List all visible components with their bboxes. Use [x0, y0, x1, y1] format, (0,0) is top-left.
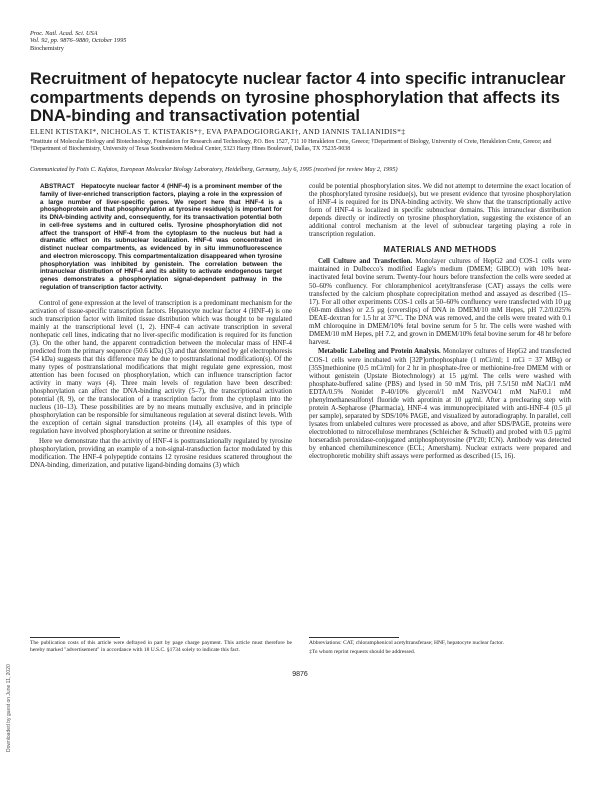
abstract-label: ABSTRACT: [40, 183, 75, 190]
abstract: [40, 183, 282, 292]
author-list: ELENI KTISTAKI*, NICHOLAS T. KTISTAKIS*†, EVA PAPADOGIORGAKI†, AND IANNIS TALIANIDIS*‡: [30, 127, 406, 136]
communicated-by: Communicated by Fotis C. Kafatos, European Molecular Biology Laboratory, Heidelberg, Germany, July 6, 1995 (received for review May 2, 1995): [30, 166, 398, 173]
abbreviations-note: Abbreviations: CAT, chloramphenicol acetyltransferase; HNF, hepatocyte nuclear factor.: [309, 640, 504, 646]
footnote-left: [30, 637, 292, 653]
methods-paragraph-labeling: [309, 348, 571, 461]
journal-volume: Vol. 92, pp. 9876–9880, October 1995: [30, 37, 127, 45]
article-title: Recruitment of hepatocyte nuclear factor 4 into specific intranuclear compartments depends on tyrosine phosphorylation that affects its DNA-binding and transactivation potential: [30, 70, 566, 125]
journal-name: Proc. Natl. Acad. Sci. USA: [30, 30, 98, 37]
methods-text-labeling: Monolayer cultures of HepG2 and transfected COS-1 cells were incubated with [32P]orthophosphate (1 mCi/ml; 1 mCi = 37 MBq) or [35S]methionine (0.5 mCi/ml) for 2 hr in phosphate-free or methionine-free DMEM with or without genistein (Upstate Biotechnology) at 15 μg/ml. The cells were washed with phosphate-buffered saline (PBS) and lysed in 50 mM Tris, pH 7.5/150 mM NaCl/1 mM EDTA/0.5% Nonidet P-40/10% glycerol/1 mM Na3VO4/1 mM NaF/0.1 mM phenylmethanesulfonyl fluoride with aprotinin at 10 μg/ml. After a preclearing step with protein A-Sepharose (Pharmacia), HNF-4 was immunoprecipitated with anti-HNF-4 (0.5 μl per sample), separated by SDS/10% PAGE, and visualized by autoradiography. In parallel, cell lysates from unlabeled cultures were processed as above, and after SDS/PAGE, proteins were electroblotted to nitrocellulose membranes (Schleicher & Schuell) and probed with 0.5 μg/ml horseradish peroxidase-conjugated antiphosphotyrosine (PY20; ICN). Antibody was detected by enhanced chemiluminescence (ECL; Amersham). Nuclear extracts were prepared and electrophoretic mobility shift assays were performed as described (15, 16).: [309, 348, 571, 461]
abstract-text: Hepatocyte nuclear factor 4 (HNF-4) is a prominent member of the family of liver-enriched transcription factors, playing a role in the expression of a large number of liver-specific genes. We report here that HNF-4 is a phosphoprotein and that phosphorylation at tyrosine residue(s) is important for its DNA-binding activity and, consequently, for its transactivation potential both in cell-free systems and in cultured cells. Tyrosine phosphorylation did not affect the transport of HNF-4 from the cytoplasm to the nucleus but had a dramatic effect on its subnuclear localization. HNF-4 was concentrated in distinct nuclear compartments, as evidenced by in situ immunofluorescence and electron microscopy. This compartmentalization disappeared when tyrosine phosphorylation was inhibited by genistein. The correlation between the intranuclear distribution of HNF-4 and its ability to activate endogenous target genes demonstrates a phosphorylation signal-dependent pathway in the regulation of transcription factor activity.: [40, 183, 283, 291]
intro-paragraph-2: Here we demonstrate that the activity of HNF-4 is posttranslationally regulated by tyrosine phosphorylation, providing an example of a non-signal-transduction factor modulated by this modification. The HNF-4 polypeptide contains 12 tyrosine residues scattered throughout the DNA-binding, dimerization, and putative ligand-binding domains (3) which: [30, 437, 292, 470]
section-heading-methods: MATERIALS AND METHODS: [383, 245, 497, 255]
footnote-right: [309, 637, 571, 655]
download-watermark: [6, 552, 14, 752]
reprint-note: ‡To whom reprint requests should be addressed.: [309, 648, 416, 655]
journal-subject: Biochemistry: [30, 44, 64, 52]
download-watermark-text: Downloaded by guest on June 11, 2020: [6, 664, 12, 752]
methods-paragraph-cell-culture: [309, 258, 571, 347]
page-number: 9876: [292, 671, 308, 678]
intro-paragraph-1: Control of gene expression at the level of transcription is a predominant mechanism for the activation of tissue-specific transcription factors. Hepatocyte nuclear factor 4 (HNF-4) is one such transcription factor with limited tissue distribution which was thought to be regulated mainly at the transcriptional level (1, 2). HNF-4 can activate transcription in several nonhepatic cell lines, indicating that no liver-specific modification is required for its function (3). On the other hand, the apparent contradiction between the molecular mass of HNF-4 predicted from the primary sequence (50.6 kDa) (3) and that determined by gel electrophoresis (54 kDa) suggests that this difference may be due to posttranslational modification(s). Of the many types of posttranslational modifications that might regulate gene expression, most attention has been focused on phosphorylation, which can influence transcription factor activity in many ways (4). Three main levels of regulation have been described: phosphorylation can affect the DNA-binding activity (5–7), the transcriptional activation potential (8, 9), or the translocation of a transcription factor from the cytoplasm into the nucleus (10–13). These possibilities are by no means mutually exclusive, and in principle phosphorylation can be responsible for simultaneous regulation at several distinct levels. With the exception of certain signal transduction proteins (14), all examples of this type of regulation have involved phosphorylation at serine or threonine residues.: [30, 299, 292, 436]
intro-paragraph-continued: could be potential phosphorylation sites. We did not attempt to determine the exact location of the phosphorylated tyrosine residue(s), but we present evidence that tyrosine phosphorylation of HNF-4 is required for its DNA-binding activity. We show that the transcriptionally active form of HNF-4 is localized in specific subnuclear domains. This intranuclear distribution depends directly or indirectly on tyrosine phosphorylation, suggesting the existence of an additional control mechanism at the level of subnuclear targeting playing a role in transcription regulation.: [309, 183, 571, 239]
publication-cost-note: The publication costs of this article were defrayed in part by page charge payment. This article must therefore be hereby marked "advertisement" in accordance with 18 U.S.C. §1734 solely to indicate this fact.: [30, 640, 292, 653]
left-column: [30, 183, 292, 472]
runin-heading-cell-culture: Cell Culture and Transfection.: [318, 258, 413, 266]
footnote-rule-right: [309, 637, 399, 638]
footnote-rule: [30, 637, 120, 638]
runin-heading-labeling: Metabolic Labeling and Protein Analysis.: [318, 348, 441, 356]
affiliations: *Institute of Molecular Biology and Biotechnology, Foundation for Research and Technology, P.O. Box 1527, 711 10 Herakleion Crete, Greece; †Department of Biology, University of Crete, Herakleion Crete, Greece; and †Department of Biochemistry, University of Texas Southwestern Medical Center, 5323 Harry Hines Boulevard, Dallas, TX 75235-9038: [30, 139, 552, 153]
journal-header: [30, 30, 126, 52]
right-column: [309, 183, 571, 463]
methods-text-cell-culture: Monolayer cultures of HepG2 and COS-1 cells were maintained in Dulbecco's modified Eagle's medium (DMEM; GIBCO) with 10% heat-inactivated fetal bovine serum. Twenty-four hours before transfection the cells were seeded at 50–60% confluency. For chloramphenicol acetyltransferase (CAT) assays the cells were transfected by the calcium phosphate coprecipitation method and assayed as described (15–17). For all other experiments COS-1 cells at 50–60% confluency were transfected with 10 μg (60-mm dishes) or 2.5 μg (coverslips) of DNA in DMEM/10 mM Hepes, pH 7.2/0.025% DEAE-dextran for 1.5 hr at 37°C. The DNA was removed, and the cells were treated with 0.1 mM chloroquine in DMEM/10% fetal bovine serum for 5 hr. The cells were washed with DMEM/10 mM Hepes, pH 7.2, and grown in DMEM/10% fetal bovine serum for 48 hr before harvest.: [309, 258, 571, 346]
